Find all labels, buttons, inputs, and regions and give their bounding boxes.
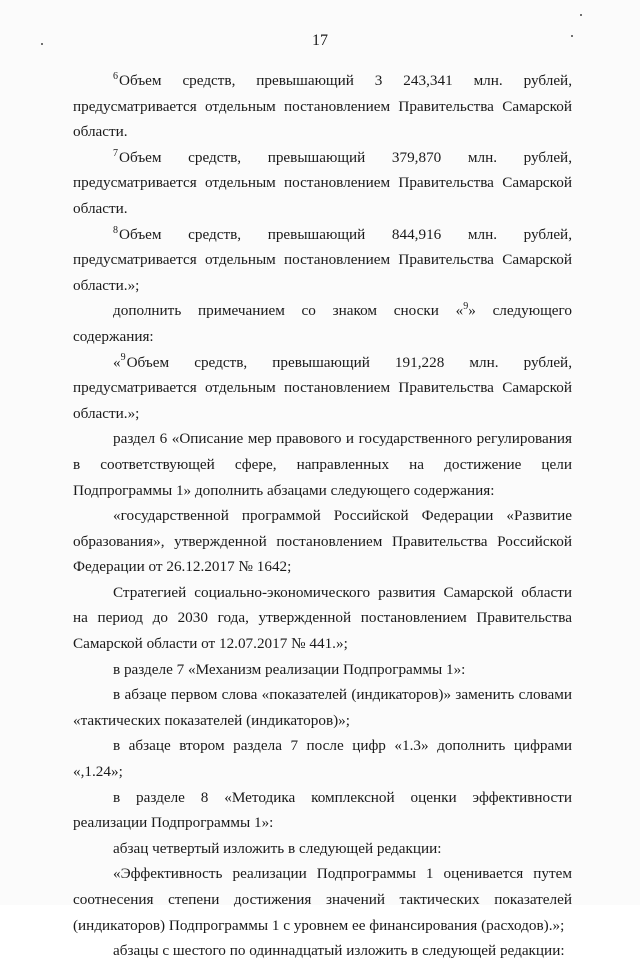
- paragraph-section-7: в разделе 7 «Механизм реализации Подпрограммы 1»:: [113, 660, 466, 678]
- paragraph-sixth-eleventh: абзацы с шестого по одиннадцатый изложить в следующей редакции:: [113, 942, 565, 960]
- footnote-8: [73, 222, 572, 299]
- footnote-6: [73, 68, 572, 145]
- paragraph-text: » следующего содержания:: [73, 302, 572, 345]
- paragraph-first-para: в абзаце первом слова «показателей (индикаторов)» заменить словами «тактических показателей (индикаторов)»;: [73, 686, 572, 729]
- paragraph-section-6: раздел 6 «Описание мер правового и государственного регулирования в соответствующей сфере, направленных на достижение цели Подпрограммы 1» дополнить абзацами следующего содержания:: [73, 430, 572, 499]
- footnote-mark: 7: [113, 147, 118, 159]
- footnote-7: [73, 145, 572, 222]
- paragraph-section-8: в разделе 8 «Методика комплексной оценки эффективности реализации Подпрограммы 1»:: [73, 788, 572, 832]
- paragraph-fourth-para: абзац четвертый изложить в следующей редакции:: [113, 839, 442, 857]
- footnote-mark: 8: [113, 224, 118, 236]
- paragraph-text: дополнить примечанием со знаком сноски «: [113, 302, 464, 320]
- paragraph-state-program: «государственной программой Российской Федерации «Развитие образования», утвержденной постановлением Правительства Российской Федерации от 26.12.2017 № 1642;: [73, 507, 572, 576]
- paragraph-strategy: Стратегией социально-экономического развития Самарской области на период до 2030 года, утвержденной постановлением Правительства Самарской области от 12.07.2017 № 441.»;: [73, 583, 572, 653]
- paragraph-second-para: в абзаце втором раздела 7 после цифр «1.3» дополнить цифрами «,1.24»;: [73, 737, 572, 781]
- paragraph-add-note: [73, 298, 572, 349]
- footnote-mark: 9: [120, 352, 126, 364]
- scan-speck: [580, 14, 582, 16]
- paragraph-text: Объем средств, превышающий 379,870 млн. рублей, предусматривается отдельным постановлением Правительства Самарской области.: [73, 148, 572, 217]
- paragraph-text: Объем средств, превышающий 3 243,341 млн. рублей, предусматривается отдельным постановлением Правительства Самарской области.: [73, 72, 572, 141]
- footnote-9: [73, 350, 572, 427]
- footnote-mark: 9: [463, 301, 469, 313]
- paragraph-text: Объем средств, превышающий 191,228 млн. рублей, предусматривается отдельным постановлением Правительства Самарской области.»;: [73, 353, 572, 422]
- paragraph-text: «: [113, 353, 121, 371]
- paragraph-effectiveness: «Эффективность реализации Подпрограммы 1 оценивается путем соотнесения степени достижения значений тактических показателей (индикаторов) Подпрограммы 1 с уровнем ее финансирования (расходов).»;: [73, 865, 572, 934]
- footnote-mark: 6: [113, 70, 118, 82]
- page-number: 17: [312, 32, 328, 49]
- paragraph-text: Объем средств, превышающий 844,916 млн. рублей, предусматривается отдельным постановлением Правительства Самарской области.»;: [73, 225, 572, 294]
- document-body: [73, 68, 572, 964]
